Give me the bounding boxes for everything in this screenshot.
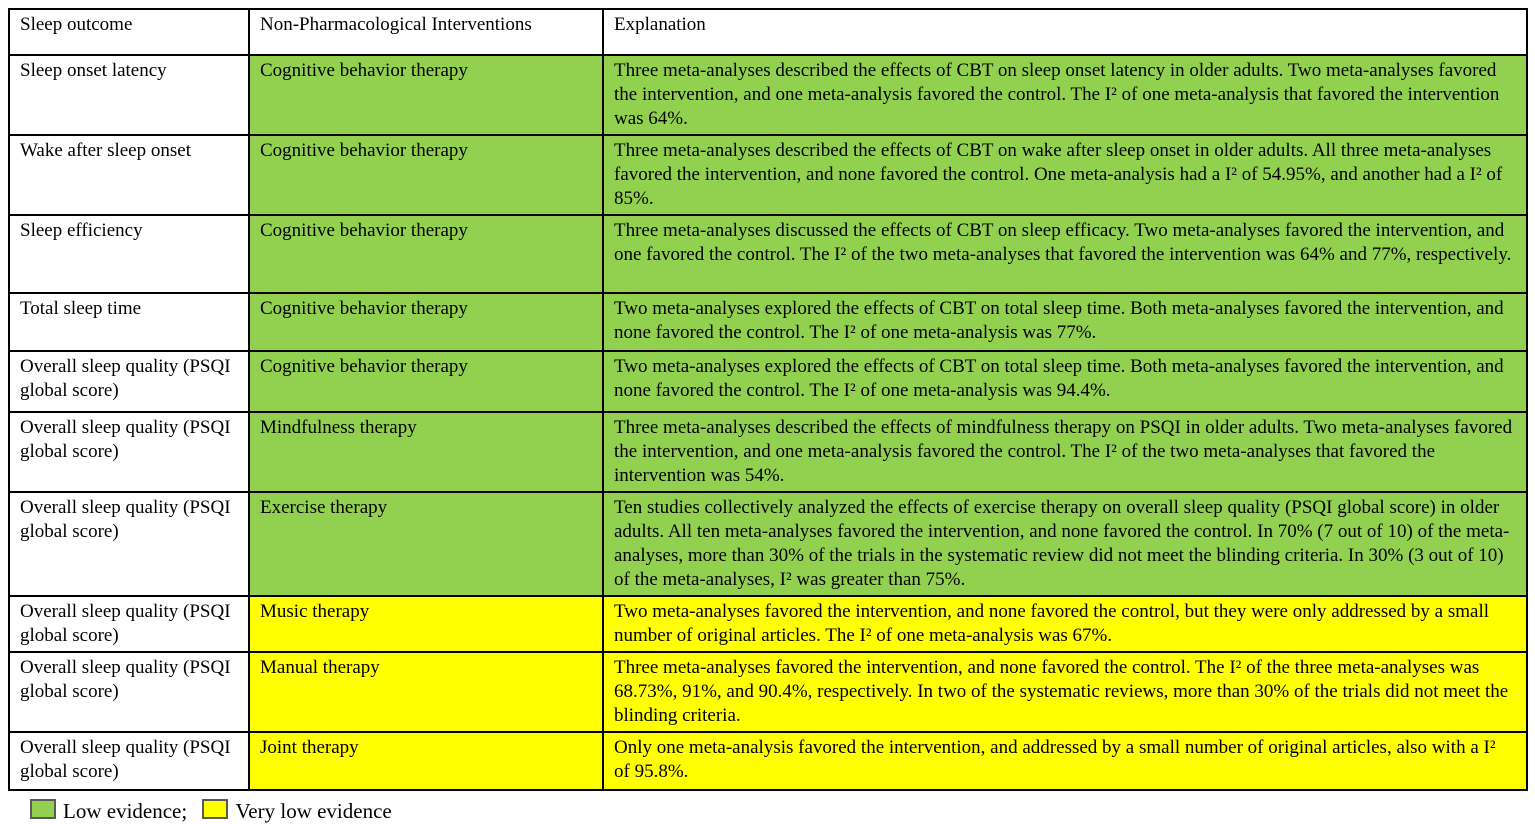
very-low-evidence-swatch xyxy=(202,799,228,819)
header-row xyxy=(9,9,1527,55)
outcome-cell: Overall sleep quality (PSQI global score) xyxy=(9,652,249,732)
intervention-cell: Cognitive behavior therapy xyxy=(249,135,603,215)
intervention-cell: Cognitive behavior therapy xyxy=(249,351,603,412)
table-row xyxy=(9,492,1527,596)
outcome-cell: Sleep onset latency xyxy=(9,55,249,135)
table-row xyxy=(9,412,1527,492)
very-low-evidence-label: Very low evidence xyxy=(235,799,392,823)
intervention-cell: Cognitive behavior therapy xyxy=(249,293,603,351)
low-evidence-swatch xyxy=(30,799,56,819)
table-row xyxy=(9,732,1527,790)
intervention-cell: Manual therapy xyxy=(249,652,603,732)
explanation-cell: Two meta-analyses favored the intervention, and none favored the control, but they were only addressed by a small number of original articles. The I² of one meta-analysis was 67%. xyxy=(603,596,1527,652)
header-interventions: Non-Pharmacological Interventions xyxy=(249,9,603,55)
table-header xyxy=(9,9,1527,55)
evidence-table xyxy=(8,8,1528,791)
table-row xyxy=(9,293,1527,351)
outcome-cell: Overall sleep quality (PSQI global score) xyxy=(9,732,249,790)
outcome-cell: Overall sleep quality (PSQI global score) xyxy=(9,351,249,412)
explanation-cell: Two meta-analyses explored the effects of CBT on total sleep time. Both meta-analyses favored the intervention, and none favored the control. The I² of one meta-analysis was 94.4%. xyxy=(603,351,1527,412)
low-evidence-label: Low evidence; xyxy=(63,799,188,823)
table-row xyxy=(9,351,1527,412)
explanation-cell: Ten studies collectively analyzed the effects of exercise therapy on overall sleep quality (PSQI global score) in older adults. All ten meta-analyses favored the intervention, and none favored the control. In 70% (7 out of 10) of the meta-analyses, more than 30% of the trials in the systematic review did not meet the blinding criteria. In 30% (3 out of 10) of the meta-analyses, I² was greater than 75%. xyxy=(603,492,1527,596)
outcome-cell: Wake after sleep onset xyxy=(9,135,249,215)
explanation-cell: Three meta-analyses discussed the effects of CBT on sleep efficacy. Two meta-analyses favored the intervention, and one favored the control. The I² of the two meta-analyses that favored the intervention was 64% and 77%, respectively. xyxy=(603,215,1527,293)
outcome-cell: Overall sleep quality (PSQI global score) xyxy=(9,596,249,652)
table-row xyxy=(9,596,1527,652)
table-row xyxy=(9,55,1527,135)
explanation-cell: Three meta-analyses described the effects of mindfulness therapy on PSQI in older adults. Two meta-analyses favored the intervention, and one meta-analysis favored the control. The I² of the two meta-analyses that favored the intervention was 54%. xyxy=(603,412,1527,492)
intervention-cell: Joint therapy xyxy=(249,732,603,790)
outcome-cell: Sleep efficiency xyxy=(9,215,249,293)
explanation-cell: Two meta-analyses explored the effects of CBT on total sleep time. Both meta-analyses favored the intervention, and none favored the control. The I² of one meta-analysis was 77%. xyxy=(603,293,1527,351)
intervention-cell: Cognitive behavior therapy xyxy=(249,215,603,293)
intervention-cell: Cognitive behavior therapy xyxy=(249,55,603,135)
explanation-cell: Only one meta-analysis favored the intervention, and addressed by a small number of original articles, also with a I² of 95.8%. xyxy=(603,732,1527,790)
explanation-cell: Three meta-analyses favored the intervention, and none favored the control. The I² of the three meta-analyses was 68.73%, 91%, and 90.4%, respectively. In two of the systematic reviews, more than 30% of the trials did not meet the blinding criteria. xyxy=(603,652,1527,732)
explanation-cell: Three meta-analyses described the effects of CBT on sleep onset latency in older adults. Two meta-analyses favored the intervention, and one meta-analysis favored the control. The I² of one meta-analysis that favored the intervention was 64%. xyxy=(603,55,1527,135)
table-row xyxy=(9,135,1527,215)
outcome-cell: Overall sleep quality (PSQI global score) xyxy=(9,492,249,596)
table-row xyxy=(9,215,1527,293)
intervention-cell: Exercise therapy xyxy=(249,492,603,596)
intervention-cell: Music therapy xyxy=(249,596,603,652)
outcome-cell: Overall sleep quality (PSQI global score) xyxy=(9,412,249,492)
header-explanation: Explanation xyxy=(603,9,1527,55)
intervention-cell: Mindfulness therapy xyxy=(249,412,603,492)
table-body xyxy=(9,55,1527,790)
explanation-cell: Three meta-analyses described the effects of CBT on wake after sleep onset in older adults. All three meta-analyses favored the intervention, and none favored the control. One meta-analysis had a I² of 54.95%, and another had a I² of 85%. xyxy=(603,135,1527,215)
table-row xyxy=(9,652,1527,732)
header-sleep-outcome: Sleep outcome xyxy=(9,9,249,55)
evidence-legend xyxy=(30,798,1526,824)
outcome-cell: Total sleep time xyxy=(9,293,249,351)
